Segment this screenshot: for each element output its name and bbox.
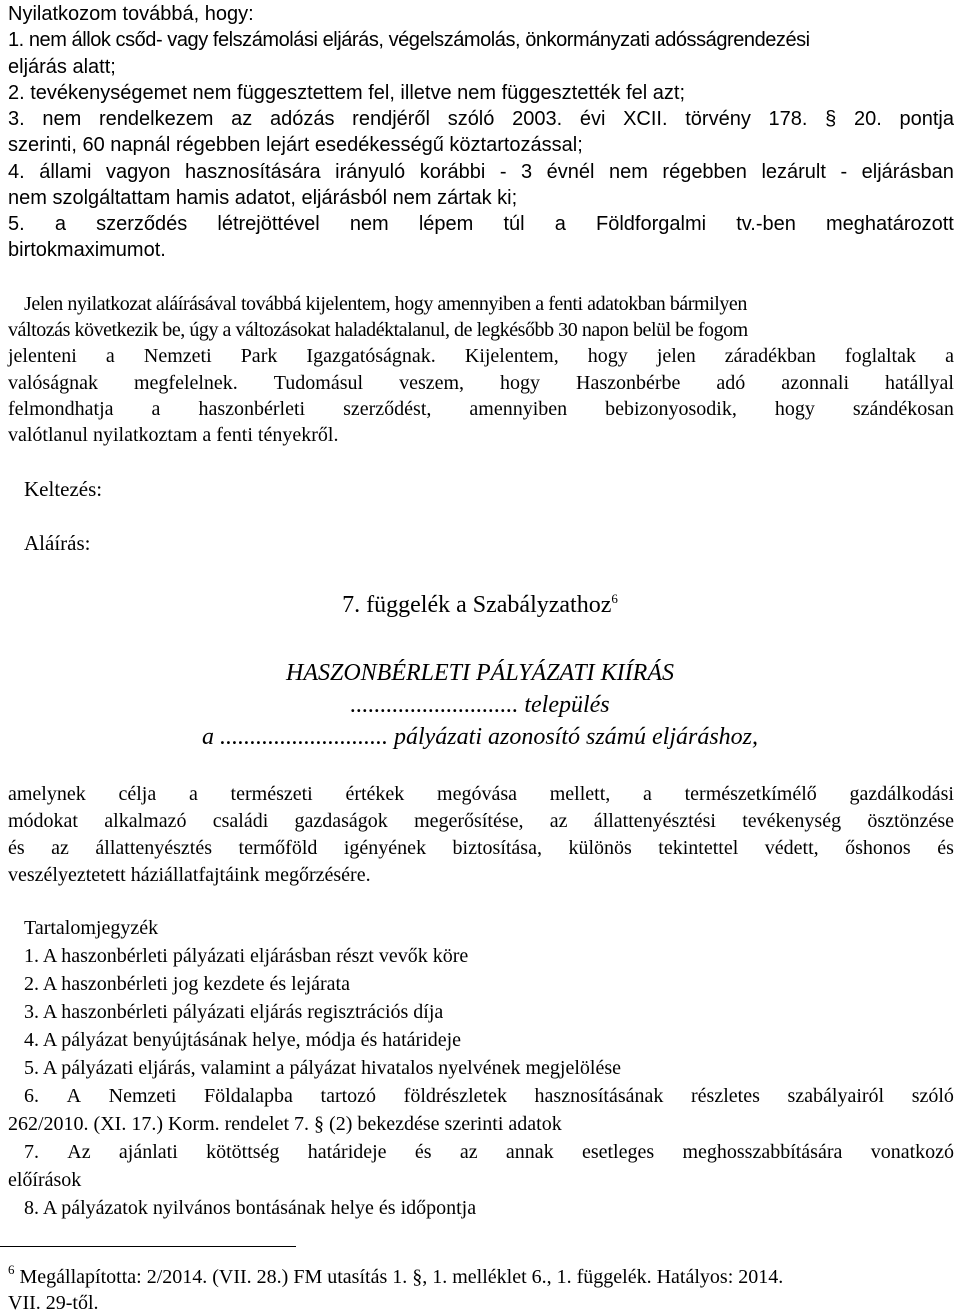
word: amennyiben bbox=[469, 398, 568, 420]
word: az bbox=[231, 108, 253, 130]
word: gazdálkodási bbox=[849, 783, 954, 805]
word: pontja bbox=[899, 108, 954, 130]
footnote-separator bbox=[0, 1246, 296, 1247]
toc-item-2: 2. A haszonbérleti jog kezdete és lejárata bbox=[24, 973, 350, 995]
word: földrészletek bbox=[403, 1085, 507, 1107]
word: azonnali bbox=[781, 372, 850, 394]
word: határideje bbox=[307, 1141, 387, 1163]
word: állattenyésztési bbox=[593, 810, 716, 832]
appendix-footnote-ref: 6 bbox=[611, 591, 618, 606]
word: 2003. bbox=[512, 108, 563, 130]
word: Földforgalmi bbox=[596, 213, 707, 235]
word: meghatározott bbox=[826, 213, 954, 235]
word: és bbox=[414, 1141, 432, 1163]
word: családi bbox=[212, 810, 269, 832]
word: Nemzeti bbox=[143, 345, 212, 367]
toc-item-7-cont: előírások bbox=[8, 1169, 82, 1191]
word: tv.-ben bbox=[736, 213, 796, 235]
word: szóló bbox=[447, 108, 495, 130]
word: állattenyésztés bbox=[95, 837, 213, 859]
word: értékek bbox=[345, 783, 405, 805]
footnote-line-1 bbox=[8, 1264, 783, 1292]
purpose-line-4: veszélyeztetett háziállatfajtáink megőrzésére. bbox=[8, 864, 371, 886]
word: eljárásban bbox=[861, 161, 954, 183]
declaration-item-1: 1. nem állok csőd- vagy felszámolási eljárás, végelszámolás, önkormányzati adósságrendezési bbox=[8, 29, 810, 51]
word: esetleges bbox=[581, 1141, 655, 1163]
declaration-item-3-cont: szerinti, 60 napnál régebben lejárt esedékességű köztartozással; bbox=[8, 134, 583, 156]
word: gazdaságok bbox=[294, 810, 388, 832]
word: szóló bbox=[911, 1085, 954, 1107]
word: hasznosítására bbox=[184, 161, 321, 183]
statement-line-6: valótlanul nyilatkoztam a fenti tényekről. bbox=[8, 424, 339, 446]
word: termőföld bbox=[238, 837, 318, 859]
word: 6. bbox=[24, 1085, 39, 1107]
word: célja bbox=[118, 783, 157, 805]
word: az bbox=[51, 837, 69, 859]
word: Igazgatóságnak. bbox=[306, 345, 436, 367]
word: valóságnak bbox=[8, 372, 98, 394]
declaration-item-3 bbox=[8, 106, 954, 132]
statement-line-5 bbox=[8, 396, 954, 422]
word: megóvása bbox=[437, 783, 518, 805]
word: Park bbox=[240, 345, 278, 367]
word: az bbox=[549, 810, 568, 832]
word: lezárult bbox=[761, 161, 826, 183]
word: irányuló bbox=[335, 161, 406, 183]
word: őshonos bbox=[845, 837, 911, 859]
word: biztosítása, bbox=[452, 837, 542, 859]
word: módokat bbox=[8, 810, 78, 832]
footnote-text: Megállapította: 2/2014. (VII. 28.) FM utasítás 1. §, 1. melléklet 6., 1. függelék. Hatályos: 2014. bbox=[19, 1266, 784, 1288]
word: a bbox=[945, 345, 954, 367]
word: rendjéről bbox=[352, 108, 430, 130]
word: igényének bbox=[343, 837, 427, 859]
word: a bbox=[554, 213, 566, 235]
footnote-line-2: VII. 29-től. bbox=[8, 1292, 99, 1314]
word: túl bbox=[503, 213, 525, 235]
word: korábbi bbox=[419, 161, 486, 183]
word: - bbox=[840, 161, 848, 183]
word: 5. bbox=[8, 213, 25, 235]
toc-item-4: 4. A pályázat benyújtásának helye, módja és határideje bbox=[24, 1029, 462, 1051]
word: vagyon bbox=[105, 161, 171, 183]
word: hatállyal bbox=[885, 372, 954, 394]
toc-item-6-cont: 262/2010. (XI. 17.) Korm. rendelet 7. § (2) bekezdése szerinti adatok bbox=[8, 1113, 562, 1135]
word: alkalmazó bbox=[104, 810, 187, 832]
word: 7. bbox=[24, 1141, 39, 1163]
word: megerősítése, bbox=[414, 810, 524, 832]
word: 20. bbox=[853, 108, 882, 130]
word: tartozó bbox=[320, 1085, 377, 1107]
word: Kijelentem, bbox=[464, 345, 559, 367]
word: különös bbox=[568, 837, 632, 859]
tender-heading: HASZONBÉRLETI PÁLYÁZATI KIÍRÁS bbox=[286, 660, 674, 686]
word: és bbox=[937, 837, 954, 859]
word: rendelkezem bbox=[98, 108, 214, 130]
word: a bbox=[151, 398, 161, 420]
date-label: Keltezés: bbox=[24, 477, 103, 501]
word: § bbox=[825, 108, 837, 130]
declaration-item-4-cont: nem szolgáltattam hamis adatot, eljárásból nem zártak ki; bbox=[8, 187, 518, 209]
word: tekintettel bbox=[658, 837, 739, 859]
word: - bbox=[499, 161, 507, 183]
signature-label: Aláírás: bbox=[24, 531, 91, 555]
word: régebben bbox=[662, 161, 747, 183]
statement-line-4 bbox=[8, 370, 954, 396]
word: foglaltak bbox=[844, 345, 916, 367]
word: veszem, bbox=[399, 372, 465, 394]
word: évi bbox=[579, 108, 606, 130]
declaration-item-4 bbox=[8, 159, 954, 185]
word: jelen bbox=[656, 345, 696, 367]
word: nem bbox=[42, 108, 82, 130]
declaration-item-2: 2. tevékenységemet nem függesztettem fel, illetve nem függesztették fel azt; bbox=[8, 82, 686, 104]
word: amelynek bbox=[8, 783, 86, 805]
declaration-item-1-cont: eljárás alatt; bbox=[8, 56, 116, 78]
word: jelenteni bbox=[8, 345, 77, 367]
declaration-item-5-cont: birtokmaximumot. bbox=[8, 239, 166, 261]
statement-line-2: változás következik be, úgy a változásokat haladéktalanul, de legkésőbb 30 napon belül be fogom bbox=[8, 319, 748, 341]
word: megfelelnek. bbox=[133, 372, 238, 394]
toc-item-5: 5. A pályázati eljárás, valamint a pályázat hivatalos nyelvének megjelölése bbox=[24, 1057, 621, 1079]
word: ajánlati bbox=[118, 1141, 178, 1163]
word: Haszonbérbe bbox=[576, 372, 681, 394]
word: kötöttség bbox=[206, 1141, 280, 1163]
word: Tudomásul bbox=[273, 372, 364, 394]
tender-settlement-line: ............................ település bbox=[350, 692, 610, 718]
word: nem bbox=[349, 213, 389, 235]
word: hasznosításának bbox=[534, 1085, 664, 1107]
word: a bbox=[643, 783, 652, 805]
statement-line-1: Jelen nyilatkozat aláírásával továbbá kijelentem, hogy amennyiben a fenti adatokban bármilyen bbox=[24, 293, 747, 315]
word: ösztönzése bbox=[867, 810, 954, 832]
word: hogy bbox=[500, 372, 541, 394]
word: bebizonyosodik, bbox=[605, 398, 737, 420]
word: 3. bbox=[8, 108, 25, 130]
toc-item-6 bbox=[24, 1083, 954, 1109]
purpose-line-1 bbox=[8, 781, 954, 807]
declaration-item-5 bbox=[8, 211, 954, 237]
word: állami bbox=[39, 161, 92, 183]
word: hogy bbox=[774, 398, 815, 420]
purpose-line-3 bbox=[8, 835, 954, 861]
word: záradékban bbox=[724, 345, 816, 367]
word: annak bbox=[505, 1141, 554, 1163]
word: a bbox=[188, 783, 198, 805]
toc-item-7 bbox=[24, 1139, 954, 1165]
appendix-title-text: 7. függelék a Szabályzathoz bbox=[342, 592, 612, 618]
word: évnél bbox=[546, 161, 595, 183]
toc-item-8: 8. A pályázatok nyilvános bontásának helye és időpontja bbox=[24, 1197, 477, 1219]
word: szerződés bbox=[96, 213, 188, 235]
word: az bbox=[459, 1141, 478, 1163]
toc-title: Tartalomjegyzék bbox=[24, 917, 159, 939]
word: vonatkozó bbox=[870, 1141, 954, 1163]
word: tevékenység bbox=[742, 810, 842, 832]
word: és bbox=[8, 837, 25, 859]
word: meghosszabbítására bbox=[682, 1141, 843, 1163]
word: haszonbérleti bbox=[198, 398, 306, 420]
word: Földalapba bbox=[204, 1085, 293, 1107]
statement-line-3 bbox=[8, 343, 954, 369]
word: adó bbox=[716, 372, 746, 394]
tender-procedure-line: a ............................ pályázati azonosító számú eljáráshoz, bbox=[201, 724, 759, 750]
word: szerződést, bbox=[343, 398, 432, 420]
word: lépem bbox=[418, 213, 474, 235]
word: védett, bbox=[764, 837, 819, 859]
word: a bbox=[54, 213, 66, 235]
declaration-intro: Nyilatkozom továbbá, hogy: bbox=[8, 3, 254, 25]
word: természeti bbox=[230, 783, 313, 805]
word: törvény bbox=[685, 108, 751, 130]
word: szabályairól bbox=[787, 1085, 885, 1107]
word: adózás bbox=[269, 108, 335, 130]
appendix-title bbox=[0, 590, 960, 620]
word: Az bbox=[67, 1141, 91, 1163]
word: A bbox=[66, 1085, 82, 1107]
word: mellett, bbox=[549, 783, 611, 805]
word: 4. bbox=[8, 161, 25, 183]
purpose-line-2 bbox=[8, 808, 954, 834]
word: létrejöttével bbox=[217, 213, 320, 235]
word: Nemzeti bbox=[108, 1085, 177, 1107]
toc-item-1: 1. A haszonbérleti pályázati eljárásban részt vevők köre bbox=[24, 945, 469, 967]
footnote-number: 6 bbox=[8, 1262, 15, 1277]
word: szándékosan bbox=[852, 398, 954, 420]
toc-item-3: 3. A haszonbérleti pályázati eljárás regisztrációs díja bbox=[24, 1001, 444, 1023]
word: 3 bbox=[521, 161, 533, 183]
word: 178. bbox=[768, 108, 808, 130]
word: hogy bbox=[587, 345, 628, 367]
word: XCII. bbox=[623, 108, 668, 130]
word: részletes bbox=[691, 1085, 760, 1107]
word: nem bbox=[608, 161, 648, 183]
word: a bbox=[105, 345, 115, 367]
word: felmondhatja bbox=[8, 398, 114, 420]
word: természetkímélő bbox=[684, 783, 817, 805]
